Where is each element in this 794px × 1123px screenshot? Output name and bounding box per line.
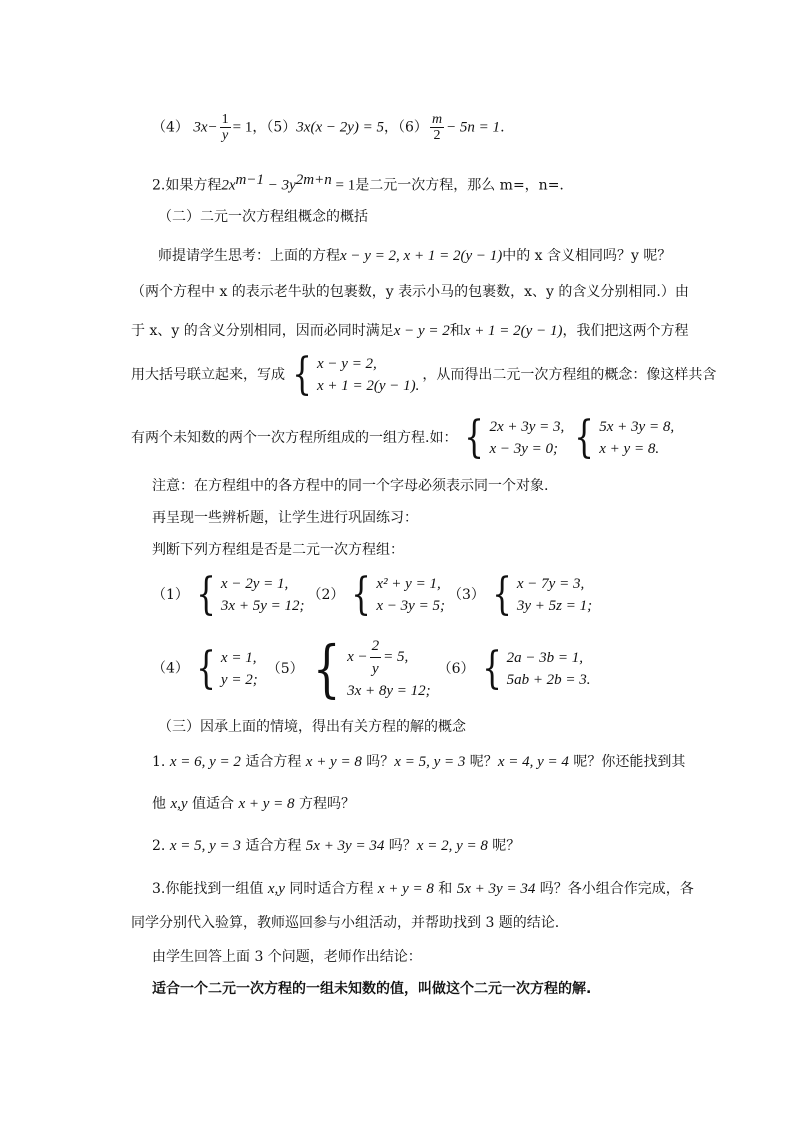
item4-frac-num: 1 — [221, 112, 229, 127]
note: 注意：在方程组中的各方程中的同一个字母必须表示同一个对象. — [152, 478, 549, 494]
item4-expr-b: = 1 — [232, 119, 253, 136]
q3-text-c: 和 — [433, 881, 457, 897]
p4-text-b: ，从而得出二元一次方程组的概念：像这样共含 — [422, 367, 717, 383]
exercise-6-label: （6） — [437, 660, 475, 677]
q1-text-c: 吗？ — [361, 754, 395, 770]
exercise-2-label: （2） — [307, 587, 345, 603]
exercise-4-label: （4） — [152, 660, 189, 677]
left-brace-icon: { — [196, 569, 216, 620]
conclusion: 适合一个二元一次方程的一组未知数的值，叫做这个二元一次方程的解. — [152, 981, 592, 997]
p5-sys1-row-1: 2x + 3y = 3, — [489, 419, 565, 435]
e5-frac-den: y — [372, 661, 379, 677]
paragraph-6: 再呈现一些辨析题，让学生进行巩固练习： — [152, 510, 418, 526]
e6-row-1: 2a − 3b = 1, — [506, 649, 584, 666]
exercise-3-system — [488, 570, 592, 620]
item5-expr: 3x(x − 2y) = 5 — [296, 119, 385, 136]
p1-math: x − y = 2, x + 1 = 2(y − 1) — [340, 248, 503, 264]
p4-sys-row-1: x − y = 2, — [317, 356, 377, 372]
e1-row-2: 3x + 5y = 12; — [220, 598, 305, 614]
exercise-row-2 — [152, 631, 594, 705]
left-brace-icon: { — [492, 569, 512, 620]
e5-row-2: 3x + 8y = 12; — [347, 683, 431, 699]
separator: ， — [384, 119, 399, 136]
p5-equation-system-1 — [460, 412, 565, 463]
p5-sys2-row-2: x + y = 8. — [599, 441, 660, 457]
left-brace-icon: { — [574, 412, 595, 463]
item4-expr-a: 3x− — [193, 119, 218, 136]
q1-text-b: 适合方程 — [240, 754, 306, 770]
q2-exponent-2: 2m+n — [295, 172, 332, 188]
p5-equation-system-2 — [570, 412, 675, 463]
exercise-2-system — [347, 570, 445, 620]
paragraph-8: 由学生回答上面 3 个问题，老师作出结论： — [152, 949, 422, 965]
q1-l2-text-b: 值适合 — [187, 796, 239, 812]
item6-expr: − 5n = 1 — [446, 119, 501, 136]
p4-text-a: 用大括号联立起来，写成 — [131, 367, 285, 383]
item4-fraction — [220, 112, 231, 143]
q3-text-b: 同时适合方程 — [284, 881, 378, 897]
q2-expr-b: − 3y — [264, 177, 296, 194]
q2-prefix: 2.如果方程 — [152, 177, 222, 194]
q2-expr-a: 2x — [221, 177, 236, 194]
e1-row-1: x − 2y = 1, — [220, 576, 289, 592]
p4-sys-row-2: x + 1 = 2(y − 1). — [317, 378, 420, 394]
left-brace-icon: { — [464, 412, 485, 463]
e5-row-1-b: = 5, — [383, 648, 409, 665]
paragraph-3 — [131, 322, 688, 340]
q1-text-d: 呢？ — [465, 754, 498, 770]
e6-row-2: 5ab + 2b = 3. — [506, 671, 591, 688]
p3-text-c: ，我们把这两个方程 — [562, 323, 689, 339]
q1-l2-math-1: x,y — [170, 796, 188, 812]
p1-text-b: 中的 x 含义相同吗？y 呢？ — [502, 248, 672, 264]
e5-frac-num: 2 — [370, 635, 382, 658]
e5-row-1 — [347, 635, 431, 680]
e2-row-1: x² + y = 1, — [376, 576, 441, 592]
e2-row-2: x − 3y = 5; — [376, 598, 445, 614]
exercise-3-label: （3） — [447, 587, 485, 603]
paragraph-5 — [131, 412, 677, 463]
section-2-title: （二）二元一次方程组概念的概括 — [158, 209, 368, 225]
q3-math-1: x,y — [267, 881, 285, 897]
p4-equation-system — [288, 349, 420, 400]
q2b-math-1: x = 5, y = 3 — [169, 838, 241, 854]
left-brace-icon: { — [292, 349, 312, 400]
e5-row-1-a: x − — [347, 648, 368, 665]
p3-text-a: 于 x、y 的含义分别相同，因而必同时满足 — [131, 323, 394, 339]
q1-math-2: x + y = 8 — [305, 754, 362, 770]
section-3-title: （三）因承上面的情境，得出有关方程的解的概念 — [158, 719, 466, 735]
q1-l2-math-2: x + y = 8 — [238, 796, 295, 812]
q2-expr-c: = 1 — [331, 177, 356, 194]
item5-label: （5） — [266, 119, 297, 136]
q2-exponent-1: m−1 — [235, 172, 264, 188]
exercise-5-system — [307, 631, 431, 705]
exercise-1-label: （1） — [152, 587, 189, 603]
e3-row-2: 3y + 5z = 1; — [516, 598, 593, 614]
equation-items-4-6 — [152, 112, 505, 143]
p3-math-1: x − y = 2 — [393, 323, 450, 339]
paragraph-1 — [158, 247, 671, 265]
q1-text-e: 呢？你还能找到其 — [568, 754, 686, 770]
q3-text-d: 吗？各小组合作完成，各 — [535, 881, 694, 897]
q2-suffix: 是二元一次方程，那么 m=，n=. — [355, 177, 564, 194]
paragraph-2: （两个方程中 x 的表示老牛驮的包裹数，y 表示小马的包裹数，x、y 的含义分别相同.）由 — [131, 284, 689, 300]
item6-label: （6） — [398, 119, 428, 136]
e4-row-1: x = 1, — [220, 649, 257, 666]
q1-l2-text-a: 他 — [152, 796, 171, 812]
q1-math-4: x = 4, y = 4 — [497, 754, 569, 770]
question-1-line-2 — [152, 795, 355, 813]
item6-frac-den: 2 — [433, 128, 441, 143]
left-brace-icon: { — [312, 631, 341, 705]
left-brace-icon: { — [351, 569, 372, 620]
period: . — [500, 119, 505, 136]
p5-text-a: 有两个未知数的两个一次方程所组成的一组方程.如： — [131, 430, 458, 446]
paragraph-4 — [131, 349, 717, 400]
q2b-text-d: 呢？ — [487, 838, 521, 854]
exercise-1-system — [192, 570, 305, 620]
left-brace-icon: { — [481, 642, 502, 694]
p5-sys2-row-1: 5x + 3y = 8, — [599, 419, 675, 435]
q1-text-a: 1. — [152, 754, 170, 770]
p3-text-b: 和 — [449, 323, 464, 339]
exercise-5-label: （5） — [266, 660, 304, 677]
question-3-line-2: 同学分别代入验算，教师巡回参与小组活动，并帮助找到 3 题的结论. — [131, 915, 560, 931]
q2b-math-3: x = 2, y = 8 — [416, 838, 488, 854]
item6-frac-num: m — [431, 112, 443, 127]
item4-label: （4） — [152, 119, 189, 136]
question-3-line-1 — [152, 880, 694, 898]
e4-row-2: y = 2; — [220, 671, 258, 688]
separator: ， — [252, 119, 267, 136]
q3-math-2: x + y = 8 — [377, 881, 434, 897]
exercise-6-system — [478, 637, 591, 701]
e3-row-1: x − 7y = 3, — [516, 576, 585, 592]
e5-fraction — [370, 635, 382, 680]
exercise-row-1 — [152, 570, 595, 620]
question-1-line-1 — [152, 753, 685, 771]
p1-text-a: 师提请学生思考：上面的方程 — [158, 248, 340, 264]
q2b-text-a: 2. — [152, 838, 170, 854]
item4-frac-den: y — [222, 128, 229, 143]
p5-sys1-row-2: x − 3y = 0; — [489, 441, 559, 457]
question-2-line — [152, 171, 564, 195]
paragraph-7: 判断下列方程组是否是二元一次方程组： — [152, 542, 404, 558]
q3-math-3: 5x + 3y = 34 — [456, 881, 536, 897]
q2b-math-2: 5x + 3y = 34 — [305, 838, 385, 854]
question-2b-line — [152, 837, 520, 855]
q1-math-3: x = 5, y = 3 — [394, 754, 466, 770]
item6-fraction — [430, 112, 444, 143]
left-brace-icon: { — [196, 642, 216, 694]
q2b-text-c: 吗？ — [384, 838, 417, 854]
q1-l2-text-c: 方程吗？ — [294, 796, 355, 812]
p3-math-2: x + 1 = 2(y − 1) — [463, 323, 563, 339]
q3-text-a: 3.你能找到一组值 — [152, 881, 268, 897]
q1-math-1: x = 6, y = 2 — [169, 754, 241, 770]
q2b-text-b: 适合方程 — [240, 838, 306, 854]
exercise-4-system — [192, 637, 258, 701]
